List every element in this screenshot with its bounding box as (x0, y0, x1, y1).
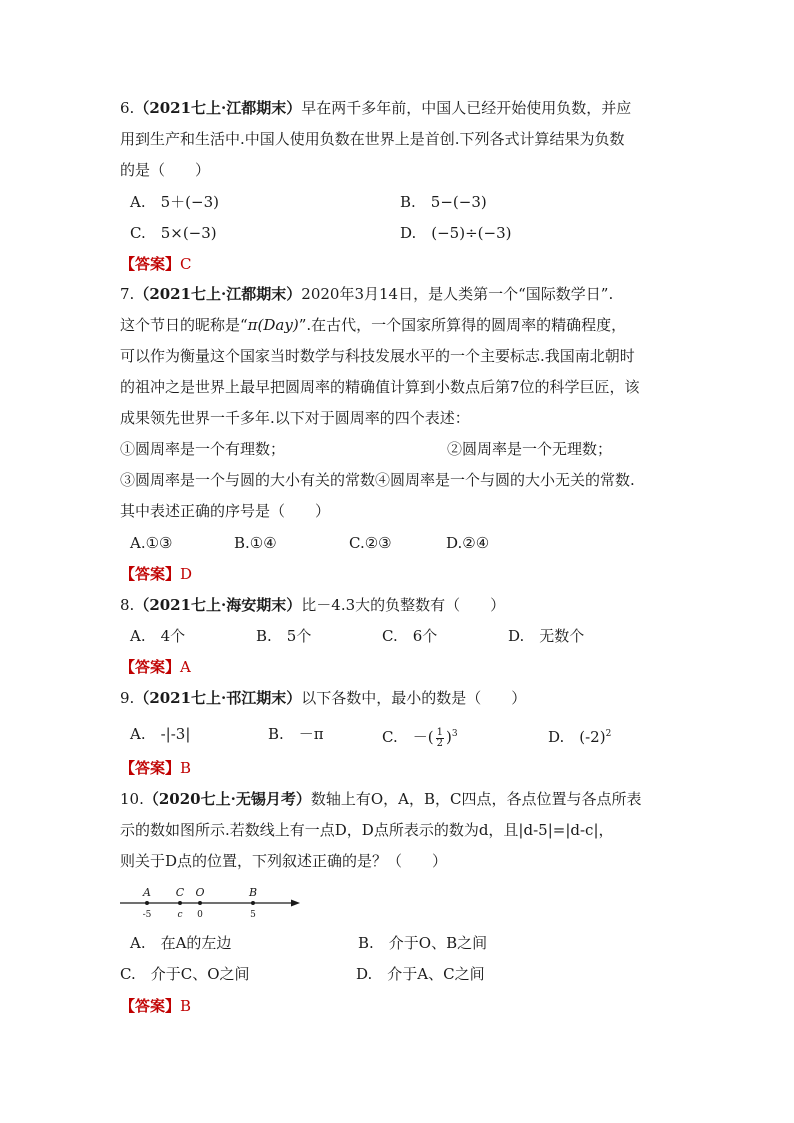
q10-answer (120, 996, 191, 1016)
q9-option-a: A. -|-3| (130, 725, 191, 743)
axis-point-a (145, 901, 149, 905)
q10-option-b: B. 介于O、B之间 (358, 934, 488, 952)
q6-option-a: A. 5＋(−3) (130, 193, 219, 211)
q9-option-d-base: D. (-2) (548, 728, 606, 746)
q9-answer (120, 758, 191, 778)
q10-line2: 示的数如图所示.若数线上有一点D，D点所表示的数为d，且|d-5|=|d-c|， (120, 821, 614, 839)
q7-line3: 可以作为衡量这个国家当时数学与科技发展水平的一个主要标志.我国南北朝时 (120, 347, 635, 365)
q9-answer-value: B (180, 759, 192, 777)
q9-fraction-numerator: 1 (436, 726, 443, 738)
q7-option-d: D.②④ (446, 534, 490, 552)
axis-point-value-o: 0 (197, 910, 203, 920)
q9-line1 (120, 688, 526, 708)
q9-fraction-denominator: 2 (436, 737, 443, 749)
q9-option-c (382, 720, 458, 751)
q10-option-c: C. 介于C、O之间 (120, 965, 250, 983)
q7-answer (120, 564, 192, 584)
q10-line1 (120, 789, 641, 809)
q10-number: 10. (120, 790, 144, 808)
axis-point-label-c: C (175, 886, 185, 899)
q7-pi-day: π(Day) (247, 316, 299, 334)
q7-line5: 成果领先世界一千多年.以下对于圆周率的四个表述： (120, 409, 470, 427)
q6-option-c: C. 5×(−3) (130, 224, 217, 242)
q8-source: （2021七上·海安期末） (134, 596, 302, 614)
q10-source: （2020七上·无锡月考） (143, 790, 311, 808)
q7-number: 7. (120, 285, 135, 303)
q9-text-1: 以下各数中，最小的数是（ ） (301, 689, 527, 707)
q7-text-2b: ”.在古代，一个国家所算得的圆周率的精确程度， (298, 316, 627, 334)
q9-option-b: B. －π (268, 725, 324, 743)
q8-answer (120, 657, 191, 677)
q8-option-a: A. 4个 (130, 627, 186, 645)
q7-text-1: 2020年3月14日，是人类第一个“国际数学日”. (301, 285, 614, 303)
q7-statement-3-4: ③圆周率是一个与圆的大小有关的常数④圆周率是一个与圆的大小无关的常数. (120, 471, 635, 489)
number-line-figure (116, 882, 306, 922)
q8-option-c: C. 6个 (382, 627, 438, 645)
q8-text-1: 比－4.3大的负整数有（ ） (301, 596, 506, 614)
q7-line2 (120, 315, 626, 335)
q9-option-d (548, 724, 611, 747)
q7-line4: 的祖冲之是世界上最早把圆周率的精确值计算到小数点后第7位的科学巨匠，该 (120, 378, 640, 396)
q9-option-c-exponent: 3 (451, 729, 458, 739)
q6-text-1: 早在两千多年前，中国人已经开始使用负数，并应 (301, 99, 632, 117)
axis-point-b (251, 901, 255, 905)
axis-point-value-a: -5 (142, 910, 152, 920)
q7-answer-label: 【答案】 (120, 565, 181, 583)
q7-statement-1: ①圆周率是一个有理数； (120, 440, 286, 458)
q6-option-d: D. (−5)÷(−3) (400, 224, 512, 242)
q6-number: 6. (120, 99, 135, 117)
q9-option-c-prefix: C. －( (382, 728, 434, 746)
q8-answer-label: 【答案】 (120, 658, 181, 676)
axis-point-o (198, 901, 202, 905)
number-line-arrow-icon (291, 900, 300, 907)
q7-text-2a: 这个节日的昵称是“ (120, 316, 248, 334)
q8-answer-value: A (180, 658, 191, 676)
q10-option-d: D. 介于A、C之间 (356, 965, 485, 983)
q9-fraction (436, 728, 444, 749)
q8-line1 (120, 595, 505, 615)
axis-point-value-b: 5 (250, 910, 256, 920)
axis-point-label-o: O (195, 886, 205, 899)
axis-point-label-b: B (248, 886, 258, 899)
q7-statement-2: ②圆周率是一个无理数； (447, 440, 613, 458)
q10-answer-label: 【答案】 (120, 997, 181, 1015)
q6-source: （2021七上·江都期末） (134, 99, 302, 117)
q6-answer-label: 【答案】 (120, 255, 181, 273)
q8-number: 8. (120, 596, 135, 614)
q8-option-b: B. 5个 (256, 627, 312, 645)
q6-answer (120, 254, 192, 274)
q7-option-b: B.①④ (234, 534, 277, 552)
q10-text-1: 数轴上有O，A，B，C四点，各点位置与各点所表 (310, 790, 642, 808)
q6-option-b: B. 5−(−3) (400, 193, 487, 211)
q9-option-c-close: ) (445, 728, 452, 746)
q7-answer-value: D (180, 565, 193, 583)
q7-line8: 其中表述正确的序号是（ ） (120, 502, 331, 520)
q10-line3: 则关于D点的位置，下列叙述正确的是？（ ） (120, 852, 448, 870)
q9-source: （2021七上·邗江期末） (134, 689, 302, 707)
q7-line1 (120, 284, 613, 304)
q6-line1 (120, 98, 631, 118)
q10-answer-value: B (180, 997, 192, 1015)
q9-option-d-exponent: 2 (605, 729, 612, 739)
q8-option-d: D. 无数个 (508, 627, 585, 645)
q7-source: （2021七上·江都期末） (134, 285, 302, 303)
q10-option-a: A. 在A的左边 (130, 934, 232, 952)
axis-point-value-c: c (177, 910, 183, 920)
q6-answer-value: C (180, 255, 192, 273)
q7-option-c: C.②③ (349, 534, 392, 552)
axis-point-label-a: A (143, 886, 151, 899)
q9-answer-label: 【答案】 (120, 759, 181, 777)
q6-line3: 的是（ ） (120, 161, 211, 179)
q6-line2: 用到生产和生活中.中国人使用负数在世界上是首创.下列各式计算结果为负数 (120, 130, 625, 148)
q9-number: 9. (120, 689, 135, 707)
axis-point-c (178, 901, 182, 905)
q7-option-a: A.①③ (130, 534, 173, 552)
